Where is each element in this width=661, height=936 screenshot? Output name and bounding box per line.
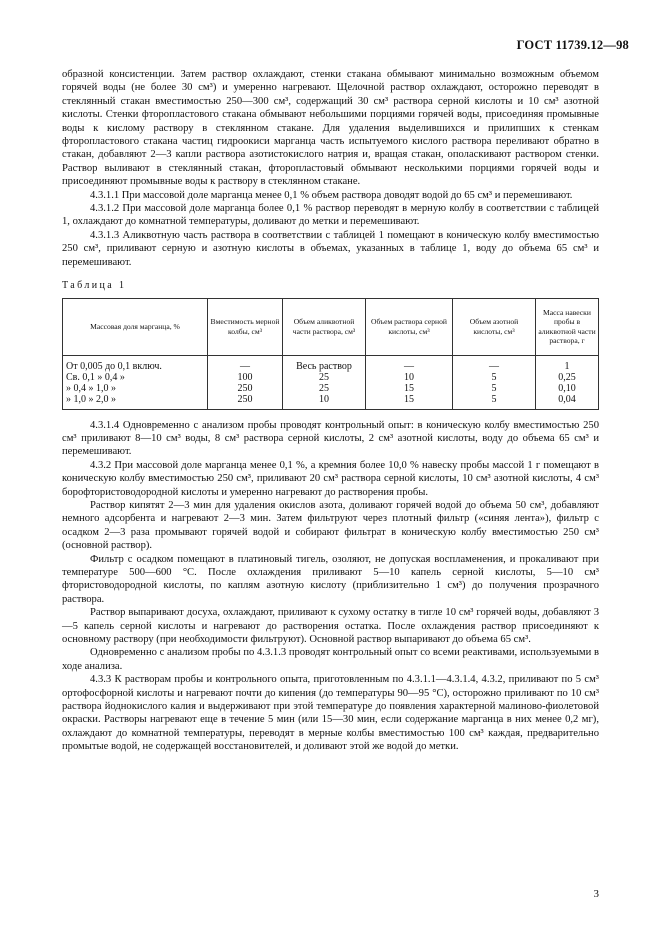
table-row — [63, 372, 599, 383]
table-cell: » 0,4 » 1,0 » — [63, 383, 208, 394]
table-cell: 5 — [453, 383, 536, 394]
table-row — [63, 394, 599, 410]
table-cell: 5 — [453, 372, 536, 383]
paragraph-4-3-1-3: 4.3.1.3 Аликвотную часть раствора в соответствии с таблицей 1 помещают в коническую колбу вместимостью 250 см³, приливают серную и азотную кислоты в объемах, указанных в таблице 1, воду до объема 65 см³ и перемешивают. — [62, 229, 599, 268]
table-cell: 250 — [208, 394, 283, 410]
paragraph-evaporation: Раствор выпаривают досуха, охлаждают, приливают к сухому остатку в тигле 10 см³ горячей воды, добавляют 3—5 капель серной кислоты и нагревают до растворения остатка. После охлаждения раствор присоединяют к основному раствору (при необходимости фильтруют). Основной раствор выпаривают до объема 65 см³. — [62, 607, 599, 645]
table-1 — [62, 298, 599, 410]
table-cell: 250 — [208, 383, 283, 394]
table-cell: » 1,0 » 2,0 » — [63, 394, 208, 410]
header-aliquot-volume: Объем аликвотной части раствора, см³ — [283, 298, 366, 355]
table-caption: Таблица 1 — [62, 280, 127, 292]
table-cell: Весь раствор — [283, 355, 366, 372]
paragraph-4-3-1-1: 4.3.1.1 При массовой доле марганца менее 0,1 % объем раствора доводят водой до 65 см³ и перемешивают. — [90, 189, 573, 201]
header-nitric-volume: Объем азотной кислоты, см³ — [453, 298, 536, 355]
table-cell: 0,25 — [536, 372, 599, 383]
table-cell: 25 — [283, 383, 366, 394]
paragraph-4-3-1-4: 4.3.1.4 Одновременно с анализом пробы проводят контрольный опыт: в коническую колбу вместимостью 250 см³ приливают 8—10 см³ воды, 8 см³ раствора серной кислоты, 2 см³ азотной кислоты, воду до объема 65 см³ и перемешивают. — [62, 419, 599, 458]
table-cell: — — [366, 355, 453, 372]
paragraph-control: Одновременно с анализом пробы по 4.3.1.3 проводят контрольный опыт со всеми реактивами, используемыми в ходе анализа. — [62, 647, 599, 672]
table-cell: — — [208, 355, 283, 372]
header-mn-fraction: Массовая доля марганца, % — [63, 298, 208, 355]
table-cell: Св. 0,1 » 0,4 » — [63, 372, 208, 383]
table-cell: — — [453, 355, 536, 372]
table-cell: 0,10 — [536, 383, 599, 394]
paragraph-4-3-3: 4.3.3 К растворам пробы и контрольного опыта, приготовленным по 4.3.1.1—4.3.1.4, 4.3.2, приливают по 5 см³ ортофосфорной кислоты и нагревают почти до кипения (до температуры 90—95 °С), осторожно приливают по 10 см³ раствора йоднокислого калия и выдерживают при этой температуре до появления характерной малиново-фиолетовой окраски. Растворы нагревают еще в течение 5 мин (или 15—30 мин, если содержание марганца в них менее 0,2 мг), охлаждают до комнатной температуры, переводят в мерные колбы вместимостью 100 см³ каждая, предварительно промытые водой, не содержащей восстановителей, и доливают этой же водой до метки. — [62, 674, 599, 753]
table-cell: От 0,005 до 0,1 включ. — [63, 355, 208, 372]
header-sulfuric-volume: Объем раствора серной кислоты, см³ — [366, 298, 453, 355]
paragraph-4-3-2: 4.3.2 При массовой доле марганца менее 0,1 %, а кремния более 10,0 % навеску пробы массой 1 г помещают в коническую колбу вместимостью 250 см³, приливают 20 см³ раствора серной кислоты, 10 см³ азотной кислоты, 4 см³ борофтористоводородной кислоты и умеренно нагревают до растворения пробы. — [62, 459, 599, 498]
table-cell: 0,04 — [536, 394, 599, 410]
table-cell: 10 — [283, 394, 366, 410]
document-body — [62, 68, 599, 754]
page-number: 3 — [593, 888, 599, 900]
header-flask-volume: Вместимость мерной колбы, см³ — [208, 298, 283, 355]
table-cell: 100 — [208, 372, 283, 383]
table-cell: 25 — [283, 372, 366, 383]
header-sample-mass: Масса навески пробы в аликвотной части раствора, г — [536, 298, 599, 355]
paragraph-boiling: Раствор кипятят 2—3 мин для удаления окислов азота, доливают горячей водой до объема 50 см³, добавляют немного адсорбента и нагревают 2—3 мин. Затем фильтруют через плотный фильтр («синяя лента»), фильтр с осадком 2—3 раза промывают горячей водой и собирают фильтрат в коническую колбу вместимостью 250 см³ (основной раствор). — [62, 499, 599, 552]
table-row — [63, 383, 599, 394]
paragraph-filter: Фильтр с осадком помещают в платиновый тигель, озоляют, не допуская воспламенения, и прокаливают при температуре 500—600 °С. После охлаждения приливают 5—10 капель серной кислоты, 5—10 см³ фтористоводородной кислоты, по каплям азотную кислоту (приблизительно 1 см³) до получения прозрачного раствора. — [62, 553, 599, 605]
table-cell: 15 — [366, 383, 453, 394]
table-cell: 15 — [366, 394, 453, 410]
table-cell: 1 — [536, 355, 599, 372]
table-row — [63, 355, 599, 372]
paragraph-continuation: образной консистенции. Затем раствор охлаждают, стенки стакана обмывают минимально возможным объемом горячей воды (не более 30 см³) и умеренно нагревают. Щелочной раствор охлаждают, осторожно переводят в стеклянный стакан вместимостью 250—300 см³, содержащий 30 см³ раствора серной кислоты и 10 см³ азотной кислоты. Стенки фторопластового стакана обмывают небольшими порциями горячей воды, присоединяя промывные воды к кислому раствору в стеклянном стакане. Для удаления выделившихся и прилипших к стенкам фторопластового стакана частиц гидроокиси марганца часть испытуемого кислого раствора переливают обратно в стакан, добавляют 2—3 капли раствора азотистокислого натрия и, вращая стакан, ополаскивают раствором стенки. Раствор выливают в стеклянный стакан, фторопластовый обмывают несколькими порциями горячей воды и присоединяют промывные воды к раствору в стеклянном стакане. — [62, 69, 599, 188]
table-header-row — [63, 298, 599, 355]
table-cell: 5 — [453, 394, 536, 410]
table-cell: 10 — [366, 372, 453, 383]
paragraph-4-3-1-2: 4.3.1.2 При массовой доле марганца более 0,1 % раствор переводят в мерную колбу в соответствии с таблицей 1, охлаждают до комнатной температуры, доливают до метки и перемешивают. — [62, 203, 599, 228]
standard-header: ГОСТ 11739.12—98 — [516, 38, 629, 52]
